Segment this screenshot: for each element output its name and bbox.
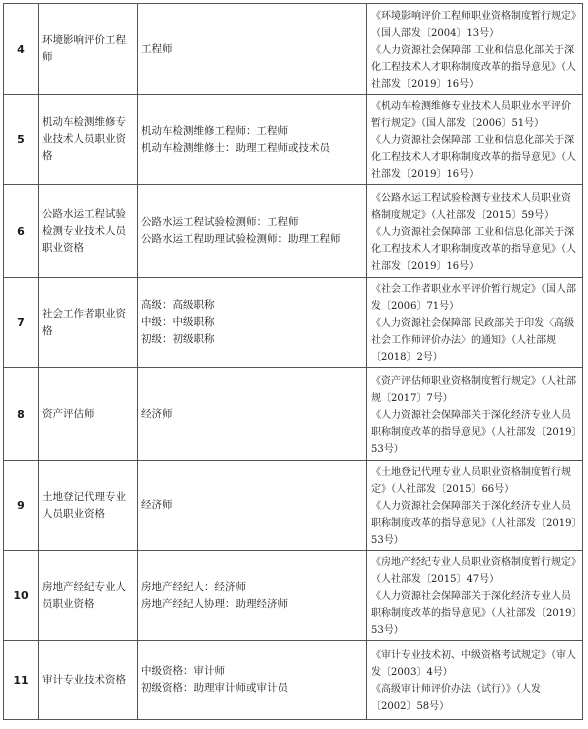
table-row [4, 4, 583, 95]
row-number: 9 [4, 461, 39, 551]
policy-basis-cell [367, 641, 583, 720]
table-row [4, 278, 583, 368]
title-level-line: 房地产经纪人：经济师 [141, 580, 246, 593]
qualification-name: 土地登记代理专业人员职业资格 [39, 461, 138, 551]
policy-document: 《土地登记代理专业人员职业资格制度暂行规定》（人社部发〔2015〕66号） [371, 467, 571, 495]
qualification-name: 环境影响评价工程师 [39, 4, 138, 95]
qualification-name: 社会工作者职业资格 [39, 278, 138, 368]
title-level-line: 经济师 [141, 499, 173, 511]
title-level-line: 房地产经纪人协理：助理经济师 [141, 597, 288, 610]
policy-document: 《人力资源社会保障部 民政部关于印发〈高级社会工作师评价办法〉的通知》（人社部规〔2018〕2号） [371, 318, 575, 363]
title-level-line: 公路水运工程助理试验检测师：助理工程师 [141, 233, 341, 245]
policy-document: 《机动车检测维修专业技术人员职业水平评价暂行规定》（国人部发〔2006〕51号） [371, 101, 571, 129]
title-level-cell [138, 4, 367, 95]
policy-document: 《人力资源社会保障部 工业和信息化部关于深化工程技术人才职称制度改革的指导意见》（人社部发〔2019〕16号） [371, 44, 576, 90]
policy-document: 《高级审计师评价办法（试行）》（人发〔2002〕58号） [371, 684, 541, 712]
policy-document: 《公路水运工程试验检测专业技术人员职业资格制度规定》（人社部发〔2015〕59号） [371, 192, 571, 221]
title-level-line: 初级资格：助理审计师或审计员 [141, 682, 288, 694]
title-level-line: 中级：中级职称 [141, 316, 215, 328]
row-number: 4 [4, 4, 39, 95]
qualification-name: 机动车检测维修专业技术人员职业资格 [39, 95, 138, 185]
policy-document: 《资产评估师职业资格制度暂行规定》（人社部规〔2017〕7号） [371, 375, 576, 404]
title-level-line: 工程师 [141, 42, 173, 55]
row-number: 8 [4, 368, 39, 461]
qualification-table [3, 3, 583, 720]
policy-document: 《人力资源社会保障部 工业和信息化部关于深化工程技术人才职称制度改革的指导意见》（人社部发〔2019〕16号） [371, 226, 576, 272]
policy-basis-cell [367, 461, 583, 551]
qualification-name: 房地产经纪专业人员职业资格 [39, 551, 138, 641]
policy-basis-cell [367, 368, 583, 461]
policy-basis-cell [367, 95, 583, 185]
table-row [4, 641, 583, 720]
title-level-line: 高级：高级职称 [141, 299, 215, 311]
policy-basis-cell [367, 185, 583, 278]
policy-document: 《房地产经纪专业人员职业资格制度暂行规定》（人社部发〔2015〕47号） [371, 557, 576, 585]
policy-document: 《人力资源社会保障部关于深化经济专业人员职称制度改革的指导意见》（人社部发〔2019〕53号） [371, 409, 577, 455]
policy-document: 《审计专业技术初、中级资格考试规定》（审人发〔2003〕4号） [371, 650, 576, 678]
policy-document: 《社会工作者职业水平评价暂行规定》（国人部发〔2006〕71号） [371, 284, 576, 312]
title-level-cell [138, 278, 367, 368]
title-level-cell [138, 185, 367, 278]
policy-basis-cell [367, 4, 583, 95]
title-level-cell [138, 551, 367, 641]
table-row [4, 551, 583, 641]
row-number: 10 [4, 551, 39, 641]
title-level-cell [138, 461, 367, 551]
title-level-line: 初级：初级职称 [141, 333, 215, 345]
table-row [4, 185, 583, 278]
qualification-name: 审计专业技术资格 [39, 641, 138, 720]
policy-document: 《环境影响评价工程师职业资格制度暂行规定》（国人部发〔2004〕13号） [371, 10, 576, 39]
title-level-cell [138, 95, 367, 185]
title-level-cell [138, 641, 367, 720]
table-row [4, 95, 583, 185]
title-level-line: 机动车检测维修士：助理工程师或技术员 [141, 141, 330, 154]
table-body [4, 4, 583, 720]
title-level-line: 公路水运工程试验检测师：工程师 [141, 216, 299, 228]
row-number: 6 [4, 185, 39, 278]
policy-document: 《人力资源社会保障部关于深化经济专业人员职称制度改革的指导意见》（人社部发〔2019〕53号） [371, 501, 577, 546]
table-row [4, 368, 583, 461]
policy-basis-cell [367, 278, 583, 368]
title-level-line: 经济师 [141, 407, 173, 420]
policy-document: 《人力资源社会保障部 工业和信息化部关于深化工程技术人才职称制度改革的指导意见》（人社部发〔2019〕16号） [371, 135, 576, 180]
qualification-name: 公路水运工程试验检测专业技术人员职业资格 [39, 185, 138, 278]
title-level-cell [138, 368, 367, 461]
table-row [4, 461, 583, 551]
row-number: 11 [4, 641, 39, 720]
policy-document: 《人力资源社会保障部关于深化经济专业人员职称制度改革的指导意见》（人社部发〔2019〕53号） [371, 591, 577, 636]
title-level-line: 机动车检测维修工程师：工程师 [141, 124, 288, 137]
title-level-line: 中级资格：审计师 [141, 665, 225, 677]
row-number: 5 [4, 95, 39, 185]
qualification-name: 资产评估师 [39, 368, 138, 461]
row-number: 7 [4, 278, 39, 368]
policy-basis-cell [367, 551, 583, 641]
